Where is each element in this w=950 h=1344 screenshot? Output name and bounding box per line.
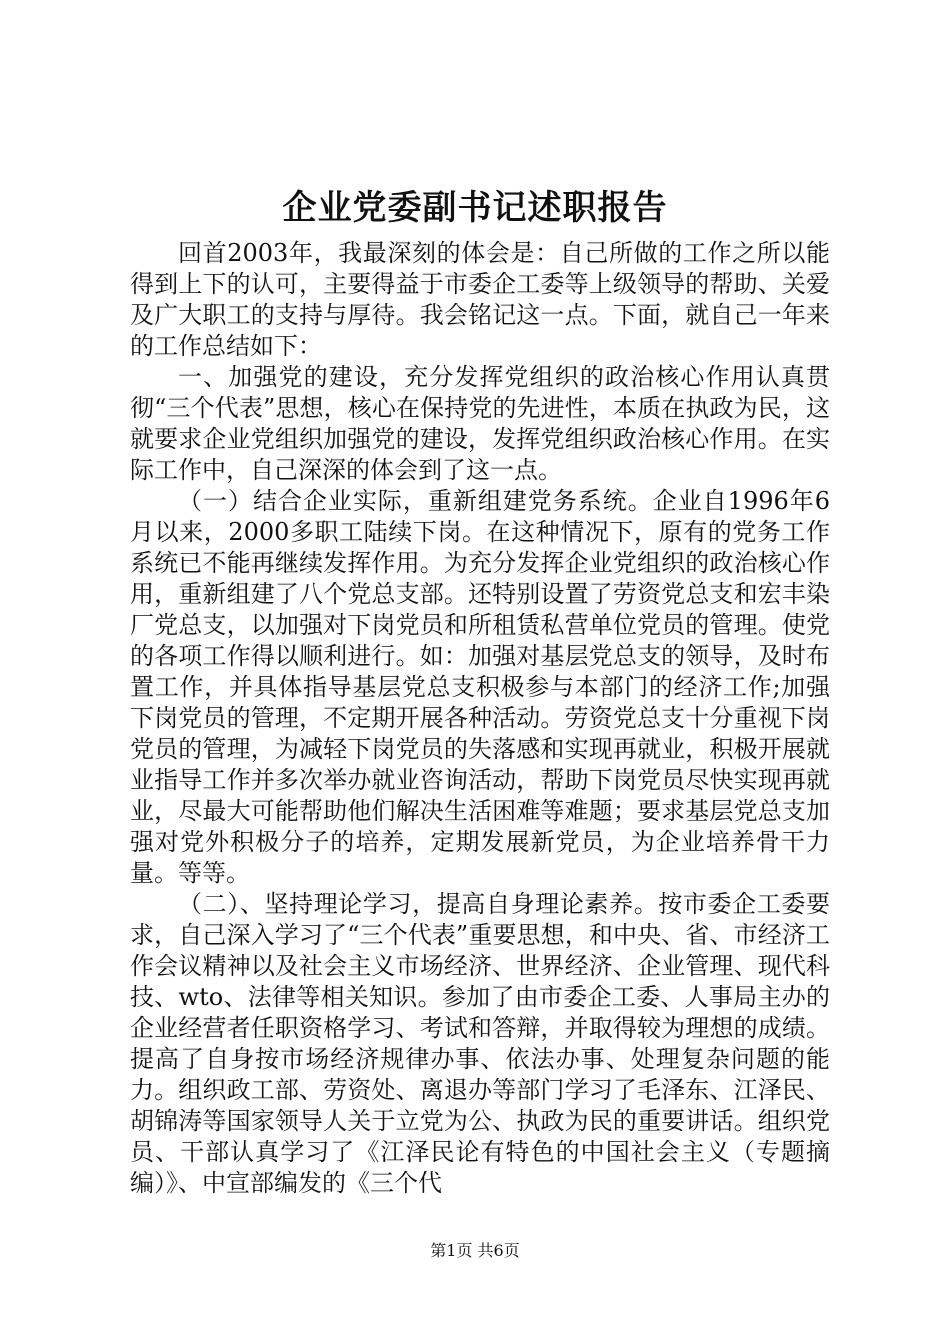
- paragraph-section-1: 一、加强党的建设，充分发挥党组织的政治核心作用认真贯彻“三个代表”思想，核心在保持党的先进性，本质在执政为民，这就要求企业党组织加强党的建设，发挥党组织政治核心作用。在实际工作中，自己深深的体会到了这一点。: [130, 363, 830, 484]
- paragraph-subsection-2: （二）、坚持理论学习，提高自身理论素养。按市委企工委要求，自己深入学习了“三个代表”重要思想，和中央、省、市经济工作会议精神以及社会主义市场经济、世界经济、企业管理、现代科技、wto、法律等相关知识。参加了由市委企工委、人事局主办的企业经营者任职资格学习、考试和答辩，并取得较为理想的成绩。提高了自身按市场经济规律办事、依法办事、处理复杂问题的能力。组织政工部、劳资处、离退办等部门学习了毛泽东、江泽民、胡锦涛等国家领导人关于立党为公、执政为民的重要讲话。组织党员、干部认真学习了《江泽民论有特色的中国社会主义（专题摘编）》、中宣部编发的《三个代: [130, 890, 830, 1197]
- paragraph-subsection-1: （一）结合企业实际，重新组建党务系统。企业自1996年6月以来，2000多职工陆续下岗。在这种情况下，原有的党务工作系统已不能再继续发挥作用。为充分发挥企业党组织的政治核心作用，重新组建了八个党总支部。还特别设置了劳资党总支和宏丰染厂党总支，以加强对下岗党员和所租赁私营单位党员的管理。使党的各项工作得以顺利进行。如：加强对基层党总支的领导，及时布置工作，并具体指导基层党总支积极参与本部门的经济工作;加强下岗党员的管理，不定期开展各种活动。劳资党总支十分重视下岗党员的管理，为减轻下岗党员的失落感和实现再就业，积极开展就业指导工作并多次举办就业咨询活动，帮助下岗党员尽快实现再就业，尽最大可能帮助他们解决生活困难等难题；要求基层党总支加强对党外积极分子的培养，定期发展新党员，为企业培养骨干力量。等等。: [130, 487, 830, 887]
- paragraph-intro: 回首2003年，我最深刻的体会是：自己所做的工作之所以能得到上下的认可，主要得益于市委企工委等上级领导的帮助、关爱及广大职工的支持与厚待。我会铭记这一点。下面，就自己一年来的工作总结如下：: [130, 239, 830, 360]
- document-body: [130, 238, 830, 1199]
- page-footer: 第1页 共6页: [430, 1241, 520, 1260]
- document-title: 企业党委副书记述职报告: [282, 188, 668, 228]
